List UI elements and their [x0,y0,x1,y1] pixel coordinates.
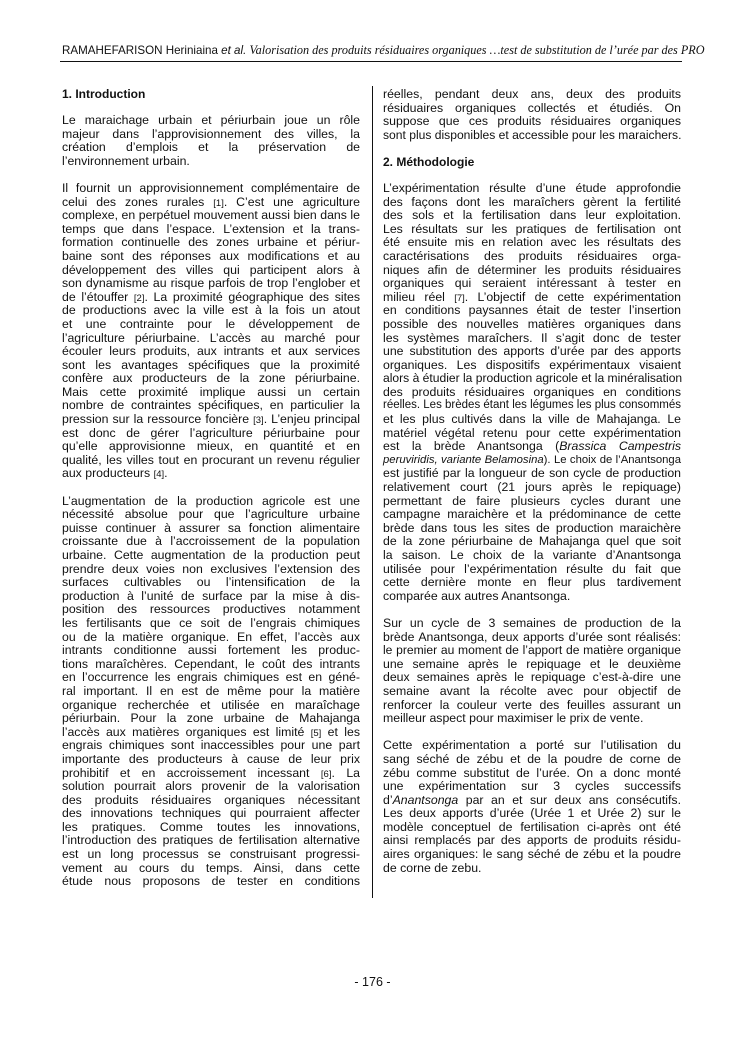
text-line: et une contrainte pour le développement de [62,316,360,331]
text-line: relativement court (21 jours après le repiquage) [383,480,681,495]
page-number: - 176 - [354,975,391,989]
text-line: production à l’unité de surface par la mise à dis- [62,588,360,603]
text-line: peruviridis, variante Belamosina). Le choix de l’Anantsonga [383,453,681,466]
paragraph [62,495,360,889]
text-line: matériel végétal retenu pour cette expérimentation [383,425,681,440]
text-line: est un long processus se construisant progressi- [62,847,360,862]
text-line: modèle conceptuel de fertilisation ci-après ont été [383,819,681,834]
citation-ref: [5] [310,727,322,739]
text-line: aux producteurs [4]. [62,466,168,481]
text-line: réelles. Les brèdes étant les légumes les plus consommés [383,399,681,412]
text-line: d’Anantsonga par an et sur deux ans consécutifs. [383,792,681,807]
text-line: été ensuite mis en relation avec les résultats des [383,235,681,250]
text-line: formation continuelle des zones urbaine et périur- [62,235,360,250]
paragraph [383,182,681,603]
text-line: majeur dans l’approvisionnement des villes, la [62,126,360,141]
text-line: complexe, en perpétuel mouvement aussi bien dans le [62,208,360,223]
section-heading: 2. Méthodologie [383,154,475,169]
right-column [383,88,681,889]
text-line: des produits résiduaires organiques nécessitant [62,792,360,807]
text-line: de corne de zebu. [383,860,482,875]
text-line: Il fournit un approvisionnement complémentaire de [62,180,360,195]
text-line: niques afin de déterminer les produits résiduaires [383,262,681,277]
left-column [62,88,360,902]
text-line: organique recherchée et utilisée en maraîchage [62,697,360,712]
text-line: et les plus cultivés dans la ville de Mahajanga. Le [383,412,681,427]
text-line: campagne maraichère et la prédominance de cette [383,507,681,522]
text-line: brède dans tous les sites de production maraichère [383,520,681,535]
text-line: sont les avantages spécifiques que la proximité [62,357,360,372]
text-line: sont plus disponibles et accessible pour les maraichers. [383,127,682,142]
text-line: brède Anantsonga, deux apports d’urée sont réalisés: [383,629,681,644]
text-line: la saison. Le choix de la variante d’Anantsonga [383,548,681,562]
text-line: qualité, les villes tout en procurant un revenu régulier [62,452,360,467]
text-line: confère aux producteurs de la zone périurbaine. [62,371,360,386]
italic-text: peruviridis, variante Belamosina [383,453,544,466]
text-line: deux semaines après le repiquage c’est-à-dire une [383,670,681,685]
column-divider [372,86,373,898]
text-line: organiques qui seraient intéressant à tester en [383,276,681,291]
italic-text: Anantsonga [392,792,459,807]
text-line: urbaine. Cette augmentation de la production peut [62,548,360,562]
text-line: baine sont des réponses aux modifications et au [62,248,360,263]
text-line: alors à étudier la production agricole et la minéralisation [383,371,683,386]
text-line: ou de la matière organique. En effet, l’accès aux [62,629,360,644]
text-line: écouler leurs produits, aux intrants et aux services [62,344,360,359]
text-line: importante des producteurs à cause de leur prix [62,751,360,766]
text-line: L’expérimentation résulte d’une étude approfondie [383,180,681,195]
text-line: réelles, pendant deux ans, deux des produits [383,87,681,101]
text-line: cette dernière monte en fleur plus tardivement [383,575,681,590]
text-line: l’environnement urbain. [62,153,190,168]
section-heading: 1. Introduction [62,87,146,101]
text-line: de la zone périurbaine de Mahajanga quel que soit [383,534,681,549]
text-line: renforcer la couleur verte des feuilles assurant un [383,697,681,712]
text-line: l’introduction des pratiques de fertilisation alternative [62,833,360,848]
header-rule [60,61,682,62]
text-line: étude nous proposons de tester en conditions [62,874,360,889]
text-line: des produits résiduaires organiques en conditions [383,384,681,399]
text-line: tions maraîchères. Cependant, le coût des intrants [62,656,360,671]
text-line: celui des zones rurales [1]. C’est une agriculture [62,194,360,209]
text-line: est la brède Anantsonga (Brassica Campestris [383,439,682,454]
text-line: engrais chimiques sont inaccessibles pour une part [62,738,360,753]
citation-ref: [7] [454,292,465,304]
text-line: permettant de faire plusieurs cycles durant une [383,493,681,508]
header-etal: et al. [221,44,247,57]
paragraph [383,88,681,142]
paragraph [383,617,681,726]
text-line: une substitution des apports d’urée par des apports [383,344,681,359]
text-line: meilleur aspect pour maximiser le prix de vente. [383,711,644,726]
citation-ref: [6] [320,768,332,780]
text-line: possible des nouvelles matières organiques dans [383,316,681,331]
text-line: organiques. Les dispositifs expérimentaux visaient [383,357,681,372]
text-line: des façons dont les maraîchers gèrent la fertilité [383,194,681,209]
text-line: temps que dans l’espace. L’extension et la trans- [62,221,360,236]
header-author: RAMAHEFARISON Heriniaina [62,44,218,57]
text-line: est donc de gérer l’agriculture périurbaine pour [62,425,360,440]
text-line: développement des villes qui participent alors à [62,262,360,277]
text-line: résiduaires organiques collectés et étudiés. On [383,100,681,115]
header-title: Valorisation des produits résiduaires organiques …test de substitution de l’urée par des PRO [249,43,705,57]
text-line: une expérimentation sur 3 cycles successifs [383,779,681,794]
italic-text: Brassica Campestris [559,439,682,454]
text-line: prohibitif et en accroissement incessant [6]. La [62,765,360,780]
text-line: utilisée pour l’expérimentation résulte du fait que [383,561,681,576]
text-line: solution pourrait alors provenir de la valorisation [62,779,360,794]
paragraph [62,114,360,168]
text-line: milieu réel [7]. L’objectif de cette expérimentation [383,289,681,304]
text-line: en l’occurrence les engrais chimiques est en géné- [62,670,360,685]
text-line: Les résultats sur les pratiques de fertilisation ont [383,221,681,236]
text-line: nécessité absolue pour que l’agriculture urbaine [62,507,360,522]
text-line: son dynamisme au risque parfois de trop l’englober et [62,276,360,291]
text-line: de productions avec la ville est à la fois un atout [62,303,360,318]
text-line: les fertilisants que ce soit de l’engrais chimiques [62,615,360,630]
text-line: l’accès aux matières organiques est limité [5] et les [62,724,360,739]
text-line: prendre deux voies non exclusives l’extension des [62,561,360,576]
text-line: zébu comme substitut de l’urée. On a donc monté [383,765,681,780]
text-line: qu’elle approvisionne mieux, en quantité et en [62,439,360,454]
text-line: Mais cette proximité implique aussi un certain [62,384,360,399]
text-line: création d’emplois et la préservation de [62,140,360,155]
text-line: vement au cours du temps. Ainsi, dans cette [62,860,360,875]
text-line: L’augmentation de la production agricole est une [62,493,360,508]
text-line: pression sur la ressource foncière [3]. L’enjeu principal [62,412,360,427]
text-line: sang séché de zébu et de la poudre de corne de [383,751,681,766]
text-line: en conditions paysannes était de tester l’insertion [383,303,681,318]
text-line: périurbain. Pour la zone urbaine de Mahajanga [62,711,360,726]
text-line: de l’étouffer [2]. La proximité géographique des sites [62,289,361,304]
text-line: ral important. Il en est de même pour la matière [62,683,360,698]
citation-ref: [4] [153,469,165,481]
text-line: Cette expérimentation a porté sur l’utilisation du [383,738,681,753]
text-line: intrants conditionne aussi fortement les produc- [62,643,360,658]
text-line: aires organiques: le sang séché de zébu et la poudre [383,847,681,862]
text-line: croissante due à l’accroissement de la population [62,534,360,549]
text-line: position des ressources productives notamment [62,602,360,617]
text-line: est justifié par la longueur de son cycle de production [383,466,681,481]
paragraph [383,739,681,875]
text-line: surfaces cultivables ou l’intensification de la [62,575,360,590]
text-line: Le maraichage urbain et périurbain joue un rôle [62,113,360,127]
text-line: nombre de contraintes spécifiques, en particulier la [62,398,360,413]
paragraph [62,182,360,481]
text-line: comparée aux autres Anantsonga. [383,588,571,603]
citation-ref: [2] [133,292,145,304]
text-line: ainsi remplacés par des apports de produits résidu- [383,833,681,848]
text-line: semaine avant la récolte avec pour objectif de [383,683,681,698]
text-line: les systèmes maraîchers. Il s’agit donc de tester [383,330,681,345]
text-line: suppose que ces produits résiduaires organiques [383,114,681,129]
citation-ref: [3] [253,415,264,427]
text-line: caractérisations des produits résiduaires orga- [383,248,681,263]
text-line: Les deux apports d’urée (Urée 1 et Urée 2) sur le [383,806,681,821]
text-line: des innovations techniques qui pourraient affecter [62,806,360,821]
text-line: les pratiques. Comme toutes les innovations, [62,819,360,834]
text-line: l’agriculture périurbaine. L’accès au marché pour [62,330,360,345]
text-line: Sur un cycle de 3 semaines de production de la [383,615,681,630]
citation-ref: [1] [213,197,224,209]
text-line: une semaine après le repiquage et le deuxième [383,656,681,671]
text-line: le premier au moment de l’apport de matière organique [383,643,681,658]
text-line: des sols et la fertilisation dans leur exploitation. [383,208,681,223]
running-header [62,43,705,58]
text-line: puisse continuer à assurer sa fonction alimentaire [62,520,360,535]
